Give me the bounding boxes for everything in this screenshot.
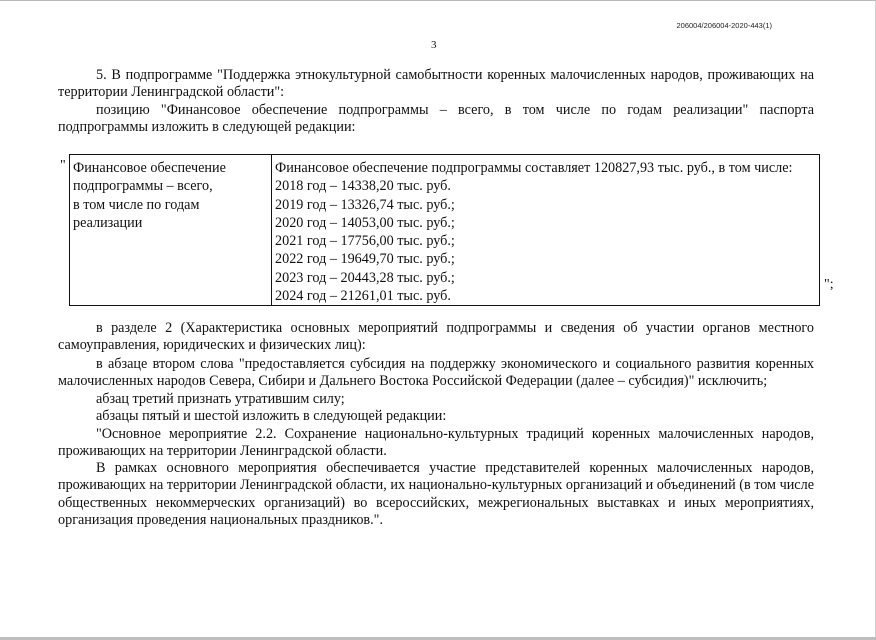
label-line: подпрограммы – всего, bbox=[73, 178, 213, 195]
page-number: 3 bbox=[431, 39, 437, 51]
table-close-quote: "; bbox=[824, 277, 834, 292]
year-amount-line: 2018 год – 14338,20 тыс. руб. bbox=[275, 178, 451, 195]
year-amount-line: 2021 год – 17756,00 тыс. руб.; bbox=[275, 233, 455, 250]
label-line: в том числе по годам bbox=[73, 196, 200, 213]
paragraph-subprogram-item: 5. В подпрограмме "Поддержка этнокультурной самобытности коренных малочисленных народов, проживающих на территории Ленинградской области": bbox=[58, 67, 814, 101]
label-line: реализации bbox=[73, 214, 143, 231]
paragraph-second-abzac: в абзаце втором слова "предоставляется субсидия на поддержку экономического и социального развития коренных малочисленных народов Севера, Сибири и Дальнего Востока Российской Федерации (далее – субсидия)" исключить; bbox=[58, 356, 814, 390]
table-open-quote: " bbox=[60, 158, 66, 173]
paragraph-section-2: в разделе 2 (Характеристика основных мероприятий подпрограммы и сведения об участии органов местного самоуправления, юридических и физических лиц): bbox=[58, 320, 814, 354]
paragraph-activity-details: В рамках основного мероприятия обеспечивается участие представителей коренных малочисленных народов, проживающих на территории Ленинградской области, их национально-культурных организаций и объединений (в том числе общественных некоммерческих организаций) во всероссийских, межрегиональных выставках и иных мероприятиях, организация проведения национальных праздников.". bbox=[58, 460, 814, 529]
year-amount-line: 2023 год – 20443,28 тыс. руб.; bbox=[275, 269, 455, 286]
paragraph-position-statement: позицию "Финансовое обеспечение подпрограммы – всего, в том числе по годам реализации" паспорта подпрограммы изложить в следующей редакции: bbox=[58, 102, 814, 136]
financing-total-line: Финансовое обеспечение подпрограммы составляет 120827,93 тыс. руб., в том числе: bbox=[275, 160, 793, 176]
label-line: Финансовое обеспечение bbox=[73, 160, 226, 176]
year-amount-line: 2024 год – 21261,01 тыс. руб. bbox=[275, 288, 451, 305]
table-cell-label bbox=[70, 155, 272, 306]
year-amount-line: 2020 год – 14053,00 тыс. руб.; bbox=[275, 214, 455, 231]
table-cell-values bbox=[272, 155, 820, 306]
table-row bbox=[70, 155, 820, 306]
year-amount-line: 2019 год – 13326,74 тыс. руб.; bbox=[275, 196, 455, 213]
paragraph-third-abzac: абзац третий признать утратившим силу; bbox=[96, 391, 345, 407]
year-amount-line: 2022 год – 19649,70 тыс. руб.; bbox=[275, 251, 455, 268]
paragraph-main-activity: "Основное мероприятие 2.2. Сохранение национально-культурных традиций коренных малочисленных народов, проживающих на территории Ленинградской области. bbox=[58, 426, 814, 460]
document-id: 206004/206004-2020-443(1) bbox=[676, 21, 772, 30]
financing-table bbox=[69, 154, 820, 306]
paragraph-fifth-sixth: абзацы пятый и шестой изложить в следующей редакции: bbox=[96, 408, 447, 424]
scan-edge-top bbox=[0, 0, 876, 1]
